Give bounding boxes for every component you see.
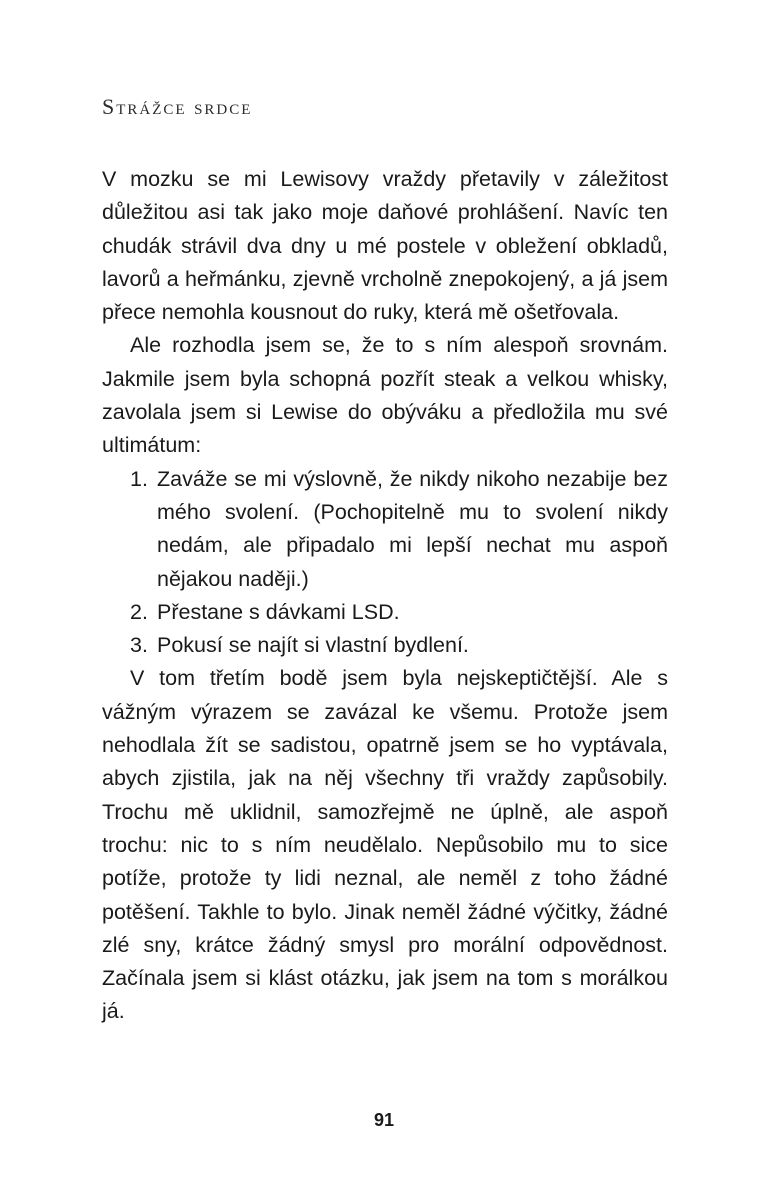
page-number: 91 xyxy=(373,1110,395,1130)
list-item-number: 2. xyxy=(130,599,148,624)
paragraph-1: V mozku se mi Lewisovy vraždy přetavily v záležitost důležitou asi tak jako moje daňové prohlášení. Navíc ten chudák strávil dva dny u mé postele v obležení obkladů, lavorů a heřmánku, zjevně vrcholně znepokojený, a já jsem přece nemohla kousnout do ruky, která mě ošetřovala. xyxy=(102,167,668,325)
paragraph-2: Ale rozhodla jsem se, že to s ním alespoň srovnám. Jakmile jsem byla schopná pozřít steak a velkou whisky, zavolala jsem si Lewise do obýváku a předložila mu své ultimátum: xyxy=(102,333,668,458)
list-item-number: 3. xyxy=(130,633,148,658)
list-item xyxy=(130,463,668,596)
body-text xyxy=(102,163,668,1029)
list-item-text: Pokusí se najít si vlastní bydlení. xyxy=(157,633,469,658)
ultimatum-list xyxy=(102,463,668,663)
list-item xyxy=(130,629,668,662)
running-title: Strážce srdce xyxy=(102,94,253,119)
list-item-number: 1. xyxy=(130,466,148,491)
list-item-text: Přestane s dávkami LSD. xyxy=(157,599,400,624)
paragraph-3: V tom třetím bodě jsem byla nejskeptičtější. Ale s vážným výrazem se zavázal ke všemu. Protože jsem nehodlala žít se sadistou, opatrně jsem se ho vyptávala, abych zjistila, jak na něj všechny tři vraždy zapůsobily. Trochu mě uklidnil, samozřejmě ne úplně, ale aspoň trochu: nic to s ním neudělalo. Nepůsobilo mu to sice potíže, protože ty lidi neznal, ale neměl z toho žádné potěšení. Takhle to bylo. Jinak neměl žádné výčitky, žádné zlé sny, krátce žádný smysl pro morální odpovědnost. Začínala jsem si klást otázku, jak jsem na tom s morálkou já. xyxy=(102,666,668,1024)
list-item-text: Zaváže se mi výslovně, že nikdy nikoho nezabije bez mého svolení. (Pochopitelně mu to svolení nikdy nedám, ale připadalo mi lepší nechat mu aspoň nějakou naději.) xyxy=(157,466,668,591)
list-item xyxy=(130,596,668,629)
